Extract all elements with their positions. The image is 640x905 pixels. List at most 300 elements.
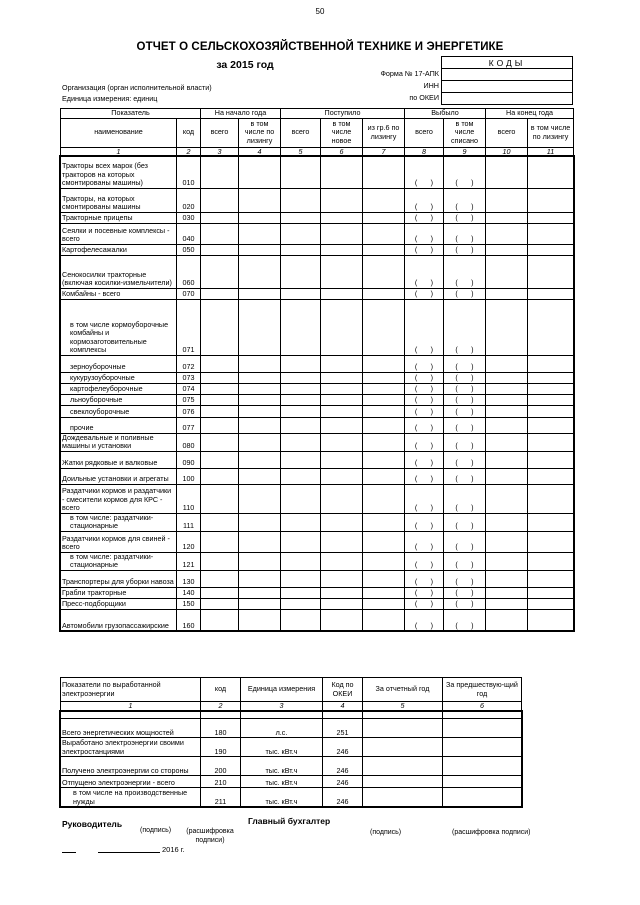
h-lease2: в том числе по лизингу [528,118,574,147]
cell-col-6[interactable] [321,405,363,417]
cell-col-3[interactable] [201,484,239,513]
paren-placeholder: ( ) [414,213,434,222]
cell-col-9[interactable] [444,451,486,468]
cell-col-8[interactable] [405,212,444,223]
cell-col-11[interactable] [528,299,574,355]
cell-col-7[interactable] [363,598,405,609]
cur-year-cell[interactable] [363,788,443,807]
h-written: в том числе списано [444,118,486,147]
cell-col-5[interactable] [281,531,321,552]
cell-col-11[interactable] [528,531,574,552]
cell-col-6[interactable] [321,552,363,570]
cell-col-10[interactable] [486,223,528,244]
cell-col-6[interactable] [321,394,363,405]
paren-placeholder: ( ) [455,395,474,404]
cell-col-3[interactable] [201,405,239,417]
cell-col-9[interactable] [444,598,486,609]
cell-col-10[interactable] [486,355,528,372]
table-row [61,383,574,394]
cell-col-3[interactable] [201,451,239,468]
cell-col-8[interactable] [405,531,444,552]
row-code: 180 [201,719,241,738]
cell-col-6[interactable] [321,288,363,299]
cell-col-8[interactable] [405,394,444,405]
cell-col-3[interactable] [201,212,239,223]
cell-col-4[interactable] [239,255,281,288]
cell-col-11[interactable] [528,394,574,405]
col-number: 8 [405,147,444,156]
row-code: 010 [177,156,201,188]
cell-col-7[interactable] [363,531,405,552]
cell-col-4[interactable] [239,433,281,451]
h-start: На начало года [201,109,281,119]
cell-col-5[interactable] [281,372,321,383]
cell-col-7[interactable] [363,552,405,570]
cell-col-7[interactable] [363,484,405,513]
paren-placeholder: ( ) [455,289,474,298]
table-row [61,757,522,776]
cell-col-6[interactable] [321,417,363,433]
cell-col-3[interactable] [201,383,239,394]
cell-col-4[interactable] [239,244,281,255]
cell-col-11[interactable] [528,156,574,188]
cell-col-3[interactable] [201,513,239,531]
cell-col-11[interactable] [528,288,574,299]
cell-col-6[interactable] [321,531,363,552]
cell-col-9[interactable] [444,417,486,433]
cell-col-11[interactable] [528,255,574,288]
row-code: 050 [177,244,201,255]
cell-col-6[interactable] [321,468,363,484]
cell-col-3[interactable] [201,570,239,587]
prev-year-cell[interactable] [443,719,522,738]
cell-col-7[interactable] [363,468,405,484]
cell-col-5[interactable] [281,255,321,288]
cell-col-11[interactable] [528,570,574,587]
cell-col-11[interactable] [528,513,574,531]
cell-col-8[interactable] [405,299,444,355]
cell-col-9[interactable] [444,383,486,394]
cell-col-4[interactable] [239,383,281,394]
cell-col-5[interactable] [281,188,321,212]
cell-col-7[interactable] [363,383,405,394]
cell-col-8[interactable] [405,188,444,212]
cell-col-5[interactable] [281,433,321,451]
cell-col-5[interactable] [281,405,321,417]
cell-col-4[interactable] [239,405,281,417]
cell-col-5[interactable] [281,468,321,484]
cell-col-11[interactable] [528,212,574,223]
cell-col-6[interactable] [321,587,363,598]
cell-col-6[interactable] [321,433,363,451]
cell-col-8[interactable] [405,405,444,417]
row-name: кукурузоуборочные [61,372,177,383]
cell-col-10[interactable] [486,372,528,383]
cell-col-8[interactable] [405,255,444,288]
cur-year-cell[interactable] [363,757,443,776]
date-month-line[interactable] [98,852,160,853]
cell-col-6[interactable] [321,451,363,468]
cell-col-9[interactable] [444,433,486,451]
cell-col-7[interactable] [363,156,405,188]
cell-col-8[interactable] [405,587,444,598]
cell-col-11[interactable] [528,405,574,417]
cell-col-9[interactable] [444,288,486,299]
cell-col-5[interactable] [281,598,321,609]
table-row [61,288,574,299]
h-total2: всего [281,118,321,147]
cell-col-3[interactable] [201,587,239,598]
paren-placeholder: ( ) [455,560,474,569]
cell-col-6[interactable] [321,484,363,513]
form-code-field[interactable] [442,69,573,81]
cell-col-10[interactable] [486,188,528,212]
cell-col-11[interactable] [528,587,574,598]
cell-col-7[interactable] [363,223,405,244]
h-total: всего [201,118,239,147]
cell-col-4[interactable] [239,484,281,513]
cell-col-4[interactable] [239,288,281,299]
cell-col-7[interactable] [363,394,405,405]
cell-col-10[interactable] [486,451,528,468]
cell-col-7[interactable] [363,255,405,288]
cell-col-9[interactable] [444,244,486,255]
cell-col-10[interactable] [486,468,528,484]
paren-placeholder: ( ) [455,407,474,416]
cell-col-8[interactable] [405,570,444,587]
row-name: в том числе: раздатчики-стационарные [61,513,177,531]
cell-col-6[interactable] [321,188,363,212]
row-code: 076 [177,405,201,417]
cell-col-6[interactable] [321,299,363,355]
paren-placeholder: ( ) [414,384,434,393]
inn-label: ИНН [423,81,439,90]
cell-col-4[interactable] [239,417,281,433]
col-number: 4 [239,147,281,156]
table-row [61,552,574,570]
cell-col-4[interactable] [239,372,281,383]
row-okei: 246 [323,776,363,788]
cell-col-4[interactable] [239,299,281,355]
cell-col-11[interactable] [528,484,574,513]
cell-col-7[interactable] [363,299,405,355]
cell-col-3[interactable] [201,394,239,405]
cell-col-9[interactable] [444,405,486,417]
cell-col-3[interactable] [201,372,239,383]
cell-col-10[interactable] [486,255,528,288]
cell-col-7[interactable] [363,244,405,255]
cell-col-10[interactable] [486,598,528,609]
cell-col-8[interactable] [405,433,444,451]
cell-col-8[interactable] [405,598,444,609]
cell-col-6[interactable] [321,223,363,244]
cell-col-7[interactable] [363,372,405,383]
cell-col-10[interactable] [486,484,528,513]
cell-col-10[interactable] [486,513,528,531]
cell-col-3[interactable] [201,433,239,451]
cell-col-5[interactable] [281,156,321,188]
date-day-line[interactable] [62,852,76,853]
cell-col-9[interactable] [444,587,486,598]
cell-col-4[interactable] [239,609,281,631]
cell-col-9[interactable] [444,223,486,244]
cell-col-10[interactable] [486,587,528,598]
cell-col-9[interactable] [444,299,486,355]
cell-col-3[interactable] [201,552,239,570]
prev-year-cell[interactable] [443,738,522,757]
paren-placeholder: ( ) [414,407,434,416]
cell-col-10[interactable] [486,212,528,223]
cell-col-3[interactable] [201,468,239,484]
cell-col-8[interactable] [405,355,444,372]
row-code: 073 [177,372,201,383]
cell-col-4[interactable] [239,531,281,552]
cell-col-6[interactable] [321,570,363,587]
decode-caption: (расшифровка подписи) [186,828,234,844]
cell-col-7[interactable] [363,417,405,433]
cell-col-10[interactable] [486,156,528,188]
prev-year-cell[interactable] [443,776,522,788]
row-name: Картофелесажалки [61,244,177,255]
prev-year-cell[interactable] [443,788,522,807]
cell-col-5[interactable] [281,484,321,513]
cell-col-9[interactable] [444,156,486,188]
col-number: 5 [281,147,321,156]
cell-col-4[interactable] [239,598,281,609]
cell-col-3[interactable] [201,609,239,631]
cell-col-5[interactable] [281,552,321,570]
paren-placeholder: ( ) [455,621,474,630]
h-code: код [177,118,201,147]
cell-col-11[interactable] [528,417,574,433]
cell-col-8[interactable] [405,417,444,433]
cell-col-8[interactable] [405,468,444,484]
cell-col-10[interactable] [486,552,528,570]
report-period: за 2015 год [216,59,274,71]
cell-col-5[interactable] [281,383,321,394]
cell-col-7[interactable] [363,405,405,417]
h-total3: всего [405,118,444,147]
cell-col-11[interactable] [528,552,574,570]
prev-year-cell[interactable] [443,757,522,776]
cell-col-5[interactable] [281,394,321,405]
cur-year-cell[interactable] [363,776,443,788]
cell-col-11[interactable] [528,451,574,468]
row-name: в том числе кормоуборочные комбайны и кормозаготовительные комплексы [61,299,177,355]
row-code: 130 [177,570,201,587]
cell-col-3[interactable] [201,188,239,212]
row-name: Сеялки и посевные комплексы - всего [61,223,177,244]
cell-col-6[interactable] [321,609,363,631]
cell-col-5[interactable] [281,244,321,255]
cell-col-4[interactable] [239,156,281,188]
cell-col-9[interactable] [444,372,486,383]
cell-col-11[interactable] [528,468,574,484]
cell-col-8[interactable] [405,609,444,631]
cell-col-7[interactable] [363,433,405,451]
paren-placeholder: ( ) [455,441,474,450]
okei-field[interactable] [442,93,573,105]
cell-col-7[interactable] [363,587,405,598]
cell-col-10[interactable] [486,299,528,355]
cell-col-9[interactable] [444,570,486,587]
cell-col-5[interactable] [281,513,321,531]
cell-col-7[interactable] [363,188,405,212]
cell-col-11[interactable] [528,383,574,394]
cell-col-5[interactable] [281,299,321,355]
row-code: 074 [177,383,201,394]
cell-col-8[interactable] [405,513,444,531]
cell-col-11[interactable] [528,188,574,212]
cell-col-11[interactable] [528,433,574,451]
cell-col-3[interactable] [201,299,239,355]
cell-col-7[interactable] [363,212,405,223]
cell-col-9[interactable] [444,212,486,223]
cell-col-6[interactable] [321,212,363,223]
cell-col-5[interactable] [281,451,321,468]
paren-placeholder: ( ) [455,213,474,222]
cell-col-8[interactable] [405,451,444,468]
cell-col-8[interactable] [405,223,444,244]
cell-col-8[interactable] [405,484,444,513]
cell-col-3[interactable] [201,288,239,299]
paren-placeholder: ( ) [414,178,434,187]
cell-col-10[interactable] [486,570,528,587]
h-retired: Выбыло [405,109,486,119]
table-row [61,299,574,355]
cell-col-10[interactable] [486,531,528,552]
cell-col-10[interactable] [486,405,528,417]
cell-col-5[interactable] [281,587,321,598]
cell-col-7[interactable] [363,288,405,299]
cell-col-3[interactable] [201,255,239,288]
cell-col-7[interactable] [363,513,405,531]
cur-year-cell[interactable] [363,719,443,738]
cell-col-4[interactable] [239,355,281,372]
cell-col-8[interactable] [405,288,444,299]
cell-col-9[interactable] [444,513,486,531]
cell-col-9[interactable] [444,609,486,631]
cell-col-7[interactable] [363,451,405,468]
cell-col-6[interactable] [321,513,363,531]
table-row [61,451,574,468]
cell-col-11[interactable] [528,244,574,255]
cell-col-5[interactable] [281,355,321,372]
cell-col-9[interactable] [444,255,486,288]
row-unit: тыс. кВт.ч [241,788,323,807]
row-code: 075 [177,394,201,405]
cell-col-6[interactable] [321,244,363,255]
cell-col-3[interactable] [201,531,239,552]
cell-col-3[interactable] [201,156,239,188]
cell-col-9[interactable] [444,484,486,513]
cell-col-11[interactable] [528,372,574,383]
paren-placeholder: ( ) [455,245,474,254]
cell-col-4[interactable] [239,570,281,587]
cell-col-8[interactable] [405,244,444,255]
cell-col-11[interactable] [528,598,574,609]
cell-col-5[interactable] [281,223,321,244]
cell-col-8[interactable] [405,372,444,383]
cell-col-4[interactable] [239,188,281,212]
cell-col-5[interactable] [281,288,321,299]
cell-col-9[interactable] [444,552,486,570]
paren-placeholder: ( ) [414,289,434,298]
cell-col-10[interactable] [486,433,528,451]
cell-col-4[interactable] [239,394,281,405]
cell-col-6[interactable] [321,372,363,383]
paren-placeholder: ( ) [414,621,434,630]
inn-field[interactable] [442,81,573,93]
cell-col-5[interactable] [281,609,321,631]
row-okei: 246 [323,788,363,807]
row-code: 160 [177,609,201,631]
cell-col-11[interactable] [528,609,574,631]
cell-col-11[interactable] [528,223,574,244]
cell-col-8[interactable] [405,156,444,188]
row-name: льноуборочные [61,394,177,405]
cur-year-cell[interactable] [363,738,443,757]
cell-col-3[interactable] [201,223,239,244]
cell-col-4[interactable] [239,212,281,223]
cell-col-7[interactable] [363,355,405,372]
table-row [61,223,574,244]
unit-label: Единица измерения: единиц [62,94,158,103]
cell-col-4[interactable] [239,468,281,484]
cell-col-6[interactable] [321,355,363,372]
cell-col-3[interactable] [201,244,239,255]
cell-col-10[interactable] [486,383,528,394]
cell-col-10[interactable] [486,609,528,631]
cell-col-4[interactable] [239,587,281,598]
h2-name: Показатели по выработанной электроэнергии [61,678,201,702]
cell-col-10[interactable] [486,394,528,405]
cell-col-8[interactable] [405,383,444,394]
cell-col-7[interactable] [363,609,405,631]
cell-col-10[interactable] [486,288,528,299]
row-name: Транспортеры для уборки навоза [61,570,177,587]
cell-col-5[interactable] [281,570,321,587]
cell-col-3[interactable] [201,355,239,372]
cell-col-6[interactable] [321,255,363,288]
cell-col-4[interactable] [239,552,281,570]
cell-col-9[interactable] [444,468,486,484]
row-code: 100 [177,468,201,484]
paren-placeholder: ( ) [414,423,434,432]
cell-col-6[interactable] [321,156,363,188]
cell-col-10[interactable] [486,417,528,433]
cell-col-4[interactable] [239,451,281,468]
cell-col-10[interactable] [486,244,528,255]
cell-col-11[interactable] [528,355,574,372]
cell-col-3[interactable] [201,598,239,609]
cell-col-8[interactable] [405,552,444,570]
cell-col-9[interactable] [444,394,486,405]
row-name: Тракторы всех марок (без тракторов на которых смонтированы машины) [61,156,177,188]
okei-label: по ОКЕИ [409,93,439,102]
cell-col-6[interactable] [321,383,363,394]
cell-col-3[interactable] [201,417,239,433]
cell-col-4[interactable] [239,223,281,244]
cell-col-6[interactable] [321,598,363,609]
cell-col-7[interactable] [363,570,405,587]
cell-col-9[interactable] [444,355,486,372]
cell-col-5[interactable] [281,212,321,223]
cell-col-9[interactable] [444,188,486,212]
cell-col-9[interactable] [444,531,486,552]
cell-col-4[interactable] [239,513,281,531]
cell-col-5[interactable] [281,417,321,433]
